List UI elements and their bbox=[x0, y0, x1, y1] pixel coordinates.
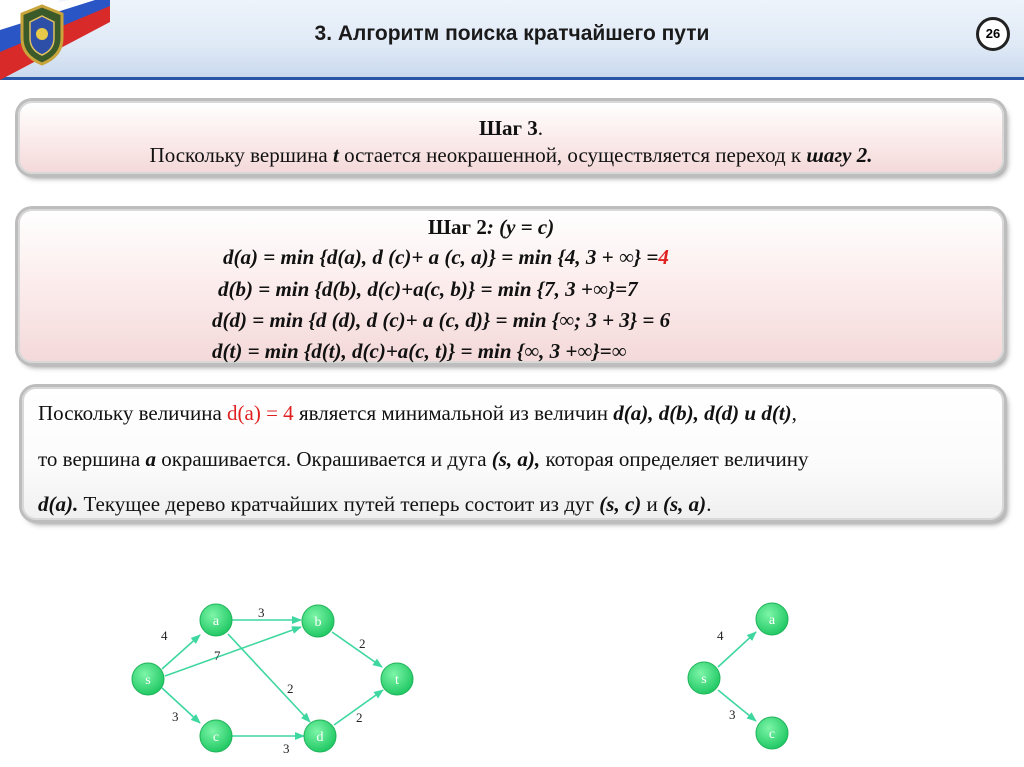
svg-text:c: c bbox=[212, 730, 220, 745]
edge-s-b bbox=[165, 627, 301, 676]
svg-text:s: s bbox=[145, 673, 151, 688]
step2-heading-line: Шаг 2: (y = c) bbox=[428, 215, 555, 239]
svg-text:b: b bbox=[314, 615, 322, 630]
svg-text:a: a bbox=[768, 613, 776, 628]
svg-text:c: c bbox=[768, 727, 776, 742]
tree-edge-s-c bbox=[718, 690, 756, 721]
svg-text:d: d bbox=[316, 730, 324, 745]
tree-node-a bbox=[756, 603, 788, 635]
goto-step2: шагу 2. bbox=[806, 143, 873, 167]
node-s bbox=[132, 663, 164, 695]
tree-node-c bbox=[756, 717, 788, 749]
page-title: 3. Алгоритм поиска кратчайшего пути bbox=[314, 22, 710, 45]
weight-s-c: 3 bbox=[172, 709, 179, 724]
tree-weight-s-a: 4 bbox=[717, 628, 724, 643]
svg-text:a: a bbox=[212, 614, 220, 629]
step3-heading: Шаг 3 bbox=[478, 116, 538, 140]
weight-s-b: 7 bbox=[214, 648, 221, 663]
tree-edge-s-a bbox=[718, 632, 756, 667]
node-a bbox=[200, 604, 232, 636]
conclusion-line-2: то вершина a окрашивается. Окрашивается и дуга (s, a), которая определяет величину bbox=[38, 447, 809, 471]
edge-a-d bbox=[228, 634, 310, 722]
weight-b-t: 2 bbox=[359, 636, 366, 651]
node-d bbox=[304, 720, 336, 752]
node-c bbox=[200, 720, 232, 752]
weight-c-d: 3 bbox=[283, 741, 290, 756]
step2-line-db: d(b) = min {d(b), d(c)+a(c, b)} = min {7, 3 +∞}=7 bbox=[218, 277, 638, 301]
step2-line-dd: d(d) = min {d (d), d (c)+ a (c, d)} = min {∞; 3 + 3} = 6 bbox=[212, 308, 671, 332]
step2-heading: Шаг 2 bbox=[428, 215, 487, 239]
step2-line-da: d(a) = min {d(a), d (c)+ a (c, a)} = min {4, 3 + ∞} =4 bbox=[223, 245, 669, 269]
page-number-badge: 26 bbox=[976, 17, 1010, 51]
weight-s-a: 4 bbox=[161, 628, 168, 643]
conclusion-line-1: Поскольку величина d(a) = 4 является минимальной из величин d(a), d(b), d(d) и d(t), bbox=[38, 401, 797, 425]
svg-text:s: s bbox=[701, 672, 707, 687]
node-t bbox=[381, 663, 413, 695]
weight-a-b: 3 bbox=[258, 605, 265, 620]
node-b bbox=[302, 605, 334, 637]
tree-weight-s-c: 3 bbox=[729, 707, 736, 722]
tree-node-s bbox=[688, 662, 720, 694]
edge-s-a bbox=[162, 635, 200, 669]
weight-d-t: 2 bbox=[356, 710, 363, 725]
step3-heading-line: Шаг 3. bbox=[478, 116, 544, 140]
edge-s-c bbox=[162, 688, 200, 723]
step3-text: Поскольку вершина t остается неокрашенной, осуществляется переход к шагу 2. bbox=[149, 143, 873, 167]
weight-a-d: 2 bbox=[287, 681, 294, 696]
step2-line-dt: d(t) = min {d(t), d(c)+a(c, t)} = min {∞, 3 +∞}=∞ bbox=[212, 339, 627, 363]
edge-b-t bbox=[332, 632, 382, 667]
svg-text:t: t bbox=[395, 673, 399, 688]
conclusion-line-3: d(a). Текущее дерево кратчайших путей теперь состоит из дуг (s, c) и (s, a). bbox=[38, 492, 712, 516]
